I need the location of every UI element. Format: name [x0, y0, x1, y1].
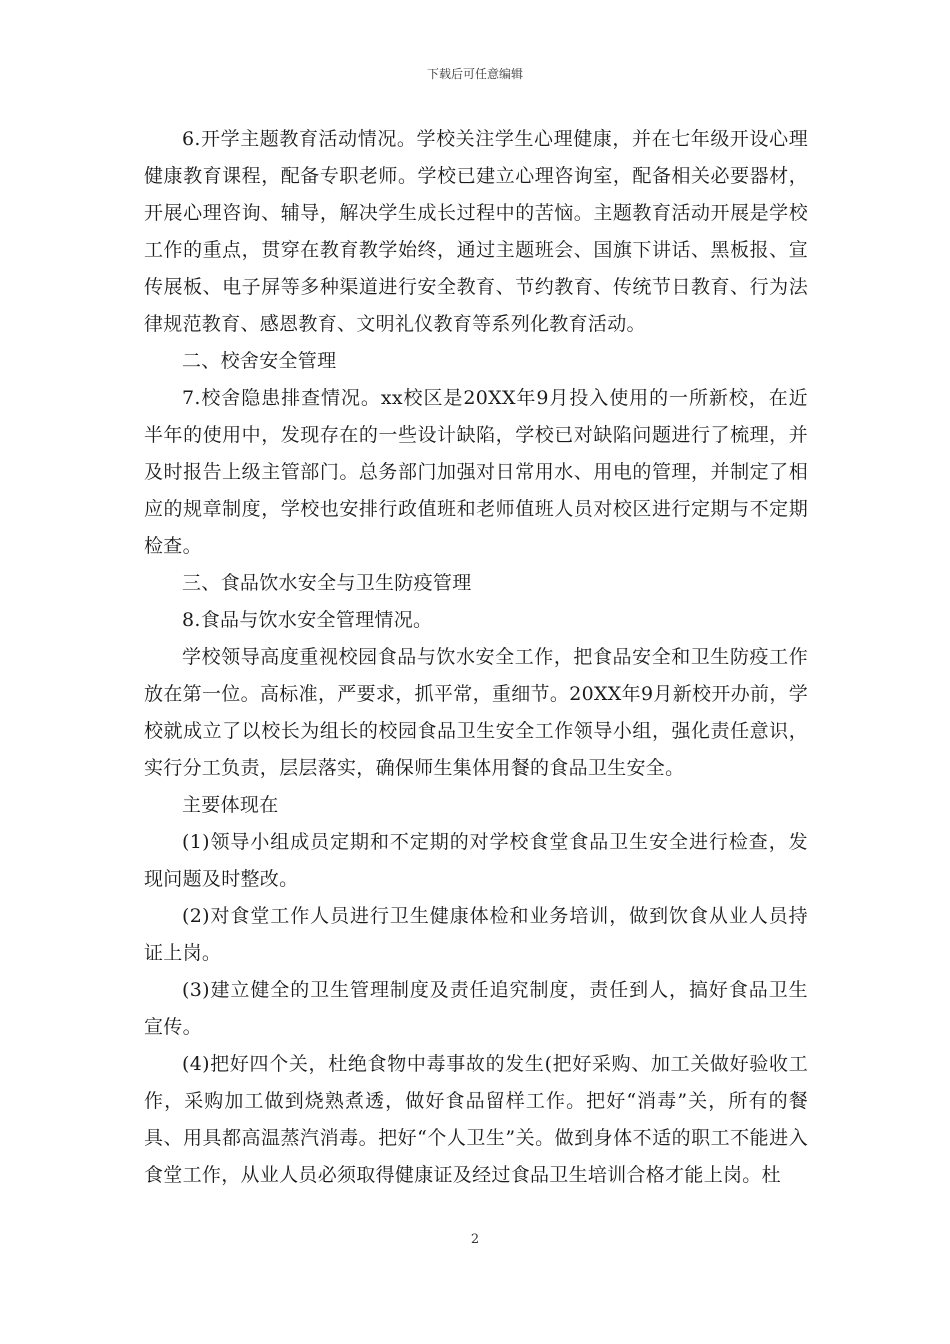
paragraph-main-points-label: 主要体现在 — [182, 794, 279, 816]
page-number: 2 — [470, 1232, 480, 1247]
page-header: 下载后可任意编辑 — [426, 67, 523, 81]
list-item-4: (4)把好四个关，杜绝食物中毒事故的发生(把好采购、加工关做好验收工作，采购加工做到烧熟煮透，做好食品留样工作。把好“消毒”关，所有的餐具、用具都高温蒸汽消毒。把好“个人卫生”关。做到身体不适的职工不能进入食堂工作，从业人员必须取得健康证及经过食品卫生培训合格才能上岗。杜 — [144, 1053, 808, 1186]
list-item-2: (2)对食堂工作人员进行卫生健康体检和业务培训，做到饮食从业人员持证上岗。 — [144, 905, 808, 964]
paragraph-item-7: 7.校舍隐患排查情况。xx校区是20XX年9月投入使用的一所新校，在近半年的使用中，发现存在的一些设计缺陷，学校已对缺陷问题进行了梳理，并及时报告上级主管部门。总务部门加强对日常用水、用电的管理，并制定了相应的规章制度，学校也安排行政值班和老师值班人员对校区进行定期与不定期检查。 — [144, 387, 808, 557]
list-item-1: (1)领导小组成员定期和不定期的对学校食堂食品卫生安全进行检查，发现问题及时整改。 — [144, 831, 808, 890]
paragraph-food-safety-overview: 学校领导高度重视校园食品与饮水安全工作，把食品安全和卫生防疫工作放在第一位。高标准，严要求，抓平常，重细节。20XX年9月新校开办前，学校就成立了以校长为组长的校园食品卫生安全工作领导小组，强化责任意识，实行分工负责，层层落实，确保师生集体用餐的食品卫生安全。 — [144, 646, 808, 779]
paragraph-item-6: 6.开学主题教育活动情况。学校关注学生心理健康，并在七年级开设心理健康教育课程，配备专职老师。学校已建立心理咨询室，配备相关必要器材，开展心理咨询、辅导，解决学生成长过程中的苦恼。主题教育活动开展是学校工作的重点，贯穿在教育教学始终，通过主题班会、国旗下讲话、黑板报、宣传展板、电子屏等多种渠道进行安全教育、节约教育、传统节日教育、行为法律规范教育、感恩教育、文明礼仪教育等系列化教育活动。 — [144, 128, 808, 335]
section-heading-food-safety: 三、食品饮水安全与卫生防疫管理 — [182, 572, 472, 594]
paragraph-item-8-title: 8.食品与饮水安全管理情况。 — [182, 609, 433, 631]
list-item-3: (3)建立健全的卫生管理制度及责任追究制度，责任到人，搞好食品卫生宣传。 — [144, 979, 808, 1038]
document-body — [144, 121, 808, 1194]
section-heading-campus-safety: 二、校舍安全管理 — [182, 350, 337, 372]
